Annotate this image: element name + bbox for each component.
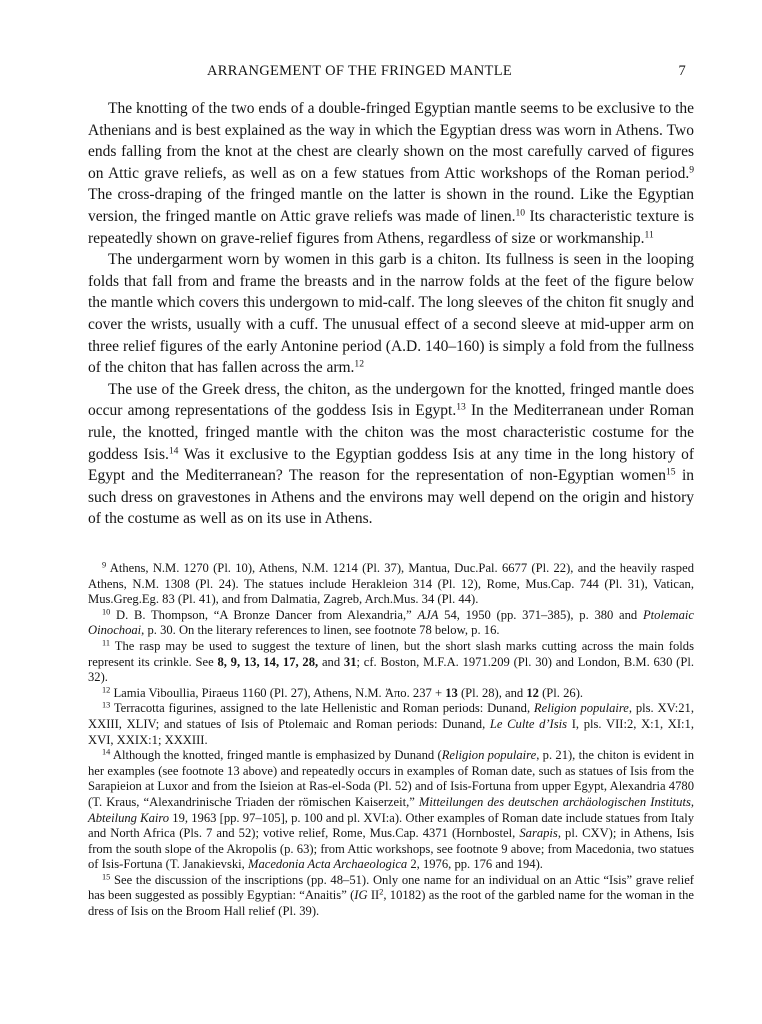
text-run: Was it exclusive to the Egyptian goddess Isis at any time in the long history of Egypt and the Mediterranean? The reason for the representation of non-Egyptian women — [88, 445, 694, 485]
journal-title: AJA — [417, 607, 439, 622]
running-title: ARRANGEMENT OF THE FRINGED MANTLE — [207, 63, 513, 79]
footnote-ref-9[interactable]: 9 — [689, 164, 694, 176]
footnote-text: , 10182) as the root of the garbled name for the woman in the dress of Isis on the Broom Hall relief (Pl. 39). — [88, 888, 695, 919]
journal-title: Mitteilungen des deutschen archäologischen Instituts, Abteilung Kairo — [88, 794, 695, 825]
footnote-number: 14 — [102, 747, 111, 757]
footnote-text: Although the knotted, fringed mantle is emphasized by Dunand ( — [110, 748, 442, 763]
footnote-ref-14[interactable]: 14 — [168, 445, 179, 457]
footnote-number: 12 — [102, 685, 111, 695]
footnote-ref-10[interactable]: 10 — [515, 207, 526, 219]
footnote-ref-13[interactable]: 13 — [456, 402, 466, 414]
book-title: Sarapis — [519, 826, 558, 841]
greek-abbreviation: Ἀπο. — [384, 685, 410, 700]
footnote-text: Athens, N.M. 1270 (Pl. 10), Athens, N.M. 1214 (Pl. 37), Mantua, Duc.Pal. 6677 (Pl. 22), and the heavily rasped Athens, N.M. 1308 (Pl. 24). The statues include Herakleion 314 (Pl. 12), Rome, Mus.Cap. 744 (Pl. 31), Vatican, Mus.Greg.Eg. 83 (Pl. 41), and from Dalmatia, Zagreb, Arch.Mus. 34 (Pl. 44). — [88, 561, 694, 607]
main-text — [88, 98, 694, 530]
paragraph-3 — [88, 379, 694, 530]
text-run: The use of the Greek dress, the chiton, as the undergown for the knotted, fringed mantle does occur among representations of the goddess Isis in Egypt. — [88, 380, 694, 420]
footnote-ref-11[interactable]: 11 — [644, 229, 654, 241]
footnote-text: I, pls. VII:2, X:1, XI:1, XVI, XXIX:1; XXXIII. — [88, 716, 694, 747]
footnote-14 — [88, 748, 694, 873]
footnote-text: , p. 21), the chiton is evident in her examples (see footnote 13 above) and repeatedly occurs in examples of Roman date, such as statues of Isis from the Sarapieion at Luxor and from the Isieion at Ras-el-Soda (Pl. 52) and of Isis-Fortuna from upper Egypt, Alexandria 4780 (T. Kraus, “Alexandrinische Triaden der römischen Kaiserzeit,” — [88, 748, 694, 809]
footnote-text: II — [367, 888, 380, 903]
footnote-number: 10 — [102, 607, 111, 617]
text-run: The knotting of the two ends of a double-fringed Egyptian mantle seems to be exclusive to the Athenians and is best explained as the way in which the Egyptian dress was worn in Athens. Two ends falling from the knot at the chest are clearly shown on the most carefully carved of figures on Attic grave reliefs, as well as on a few statues from Attic workshops of the Roman period. — [88, 100, 694, 182]
footnote-12 — [88, 686, 694, 702]
footnote-text: and — [318, 654, 344, 669]
footnote-text: Terracotta figurines, assigned to the late Hellenistic and Roman periods: Dunand, — [110, 701, 534, 716]
footnote-text: See the discussion of the inscriptions (pp. 48–51). Only one name for an individual on an Attic “Isis” grave relief has been suggested as possibly Egyptian: “Anaitis” ( — [88, 872, 694, 903]
footnote-13 — [88, 701, 694, 748]
footnote-9 — [88, 561, 694, 608]
footnote-text: , pl. CXV); in Athens, Isis from the south slope of the Akropolis (p. 63); from Attic workshops, see footnote 9 above; from Macedonia, two statues of Isis-Fortuna (T. Janakievski, — [88, 826, 694, 872]
text-run: The cross-draping of the fringed mantle on the latter is shown in the round. Like the Egyptian version, the fringed mantle on Attic grave reliefs was made of linen. — [88, 186, 694, 225]
footnote-text: , p. 30. On the literary references to linen, see footnote 78 below, p. 16. — [141, 623, 500, 638]
footnote-text: D. B. Thompson, “A Bronze Dancer from Alexandria,” — [110, 607, 418, 622]
catalog-numbers: 8, 9, 13, 14, 17, 28, — [217, 654, 319, 669]
page-number: 7 — [678, 63, 686, 79]
text-run: In the Mediterranean under Roman rule, the knotted, fringed mantle with the chiton was the most characteristic costume for the goddess Isis. — [88, 402, 695, 463]
footnote-text: 237 + — [409, 685, 446, 700]
journal-title: Macedonia Acta Archaeologica — [247, 857, 408, 872]
footnote-text: Lamia Viboullia, Piraeus 1160 (Pl. 27), Athens, N.M. — [110, 685, 385, 700]
edition-superscript: 2 — [379, 887, 384, 897]
running-header — [88, 63, 694, 83]
era-abbreviation: A.D. — [390, 337, 422, 355]
footnote-15 — [88, 873, 694, 920]
book-title: Religion populaire — [533, 701, 629, 716]
catalog-number: 13 — [445, 685, 458, 700]
footnote-text: The rasp may be used to suggest the texture of linen, but the short slash marks cutting across the main folds represent its crinkle. See — [88, 638, 694, 669]
text-run: in such dress on gravestones in Athens and the environs may well depend on the origin and history of the costume as well as on its use in Athens. — [88, 467, 695, 528]
footnote-ref-15[interactable]: 15 — [665, 466, 676, 478]
footnote-text: (Pl. 28), and — [457, 685, 527, 700]
corpus-abbreviation: IG — [354, 888, 368, 903]
book-title: Religion populaire — [441, 748, 537, 763]
footnote-number: 13 — [102, 700, 111, 710]
catalog-number: 12 — [526, 685, 539, 700]
footnote-text: ; cf. Boston, M.F.A. 1971.209 (Pl. 30) and London, B.M. 630 (Pl. 32). — [88, 654, 694, 685]
footnote-11 — [88, 639, 694, 686]
footnote-number: 9 — [102, 560, 107, 570]
book-title: Ptolemaic Oinochoai — [88, 607, 695, 638]
paragraph-2 — [88, 249, 694, 379]
footnote-10 — [88, 608, 694, 639]
footnote-text: 54, 1950 (pp. 371–385), p. 380 and — [438, 607, 643, 622]
footnote-number: 15 — [102, 872, 111, 882]
footnotes — [88, 561, 694, 920]
footnote-text: 19, 1963 [pp. 97–105], p. 100 and pl. XVI:a). Other examples of Roman date include statues from Italy and North Africa (Pls. 7 and 52); votive relief, Rome, Mus.Cap. 4371 (Hornbostel, — [88, 810, 695, 841]
footnote-ref-12[interactable]: 12 — [354, 358, 365, 370]
text-run: 140–160) is simply a fold from the fullness of the chiton that has fallen across the arm. — [88, 337, 694, 377]
text-run: Its characteristic texture is repeatedly shown on grave-relief figures from Athens, regardless of size or workmanship. — [88, 207, 694, 247]
paragraph-1 — [88, 98, 694, 249]
footnote-text: 2, 1976, pp. 176 and 194). — [407, 857, 543, 872]
catalog-number: 31 — [343, 654, 357, 669]
footnote-text: (Pl. 26). — [538, 685, 584, 700]
footnote-number: 11 — [102, 638, 110, 648]
footnote-text: , pls. XV:21, XXIII, XLIV; and statues of Isis of Ptolemaic and Roman periods: Dunand, — [88, 701, 695, 731]
book-title: Le Culte d’Isis — [489, 716, 568, 731]
text-run: The undergarment worn by women in this garb is a chiton. Its fullness is seen in the looping folds that fall from and frame the breasts and in the narrow folds at the feet of the figure below the mantle which covers this undergown to mid-calf. The long sleeves of the chiton fit snugly and cover the wrists, usually with a cuff. The unusual effect of a second sleeve at mid-upper arm on three relief figures of the early Antonine period ( — [88, 251, 694, 355]
